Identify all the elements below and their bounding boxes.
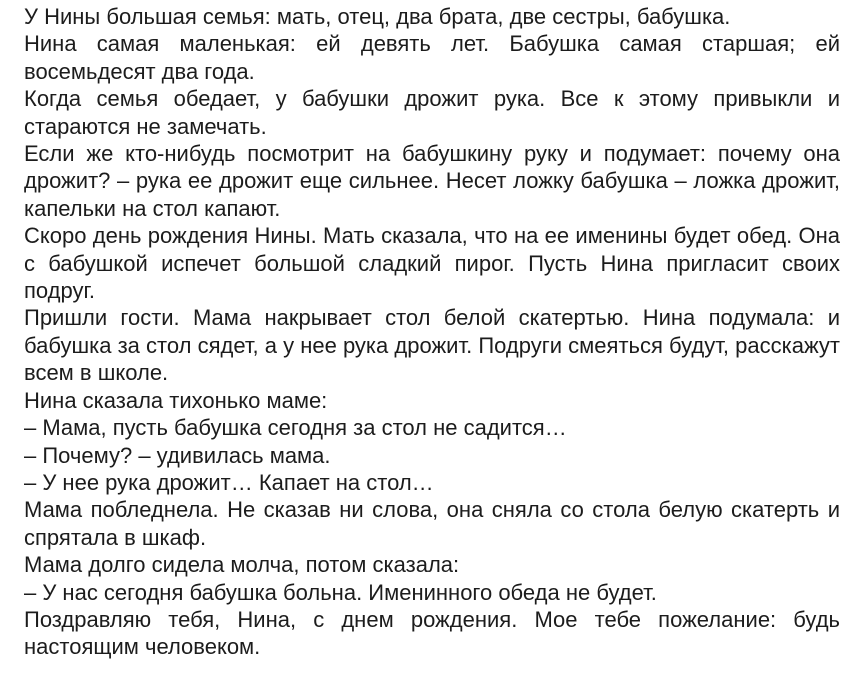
dialogue-line-2: – Почему? – удивилась мама. xyxy=(24,442,331,468)
paragraph-6: Пришли гости. Мама накрывает стол белой скатертью. Нина подумала: и бабушка за стол сядет, а у нее рука дрожит. Подруги смеяться будут, расскажут всем в школе. xyxy=(24,305,840,386)
paragraph-10: Поздравляю тебя, Нина, с днем рождения. Мое тебе пожелание: будь настоящим человеком. xyxy=(24,606,840,660)
paragraph-4: Если же кто-нибудь посмотрит на бабушкину руку и подумает: почему она дрожит? – рука ее дрожит еще сильнее. Несет ложку бабушка – ложка дрожит, капельки на стол капают. xyxy=(24,141,840,221)
paragraph-5: Скоро день рождения Нины. Мать сказала, что на ее именины будет обед. Она с бабушкой испечет большой сладкий пирог. Пусть Нина пригласит своих подруг. xyxy=(24,223,840,304)
paragraph-9: Мама долго сидела молча, потом сказала: xyxy=(24,552,460,578)
paragraph-1: У Нины большая семья: мать, отец, два брата, две сестры, бабушка. xyxy=(24,4,731,29)
paragraph-7: Нина сказала тихонько маме: xyxy=(24,387,328,413)
paragraph-3: Когда семья обедает, у бабушки дрожит рука. Все к этому привыкли и стараются не замечать. xyxy=(24,86,840,139)
dialogue-line-3: – У нее рука дрожит… Капает на стол… xyxy=(24,469,434,495)
dialogue-line-4: – У нас сегодня бабушка больна. Именинного обеда не будет. xyxy=(24,579,657,605)
paragraph-2: Нина самая маленькая: ей девять лет. Бабушка самая старшая; ей восемьдесят два года. xyxy=(24,31,840,84)
dialogue-line-1: – Мама, пусть бабушка сегодня за стол не садится… xyxy=(24,415,567,441)
document-body xyxy=(24,3,840,661)
paragraph-8: Мама побледнела. Не сказав ни слова, она сняла со стола белую скатерть и спрятала в шкаф. xyxy=(24,497,840,550)
